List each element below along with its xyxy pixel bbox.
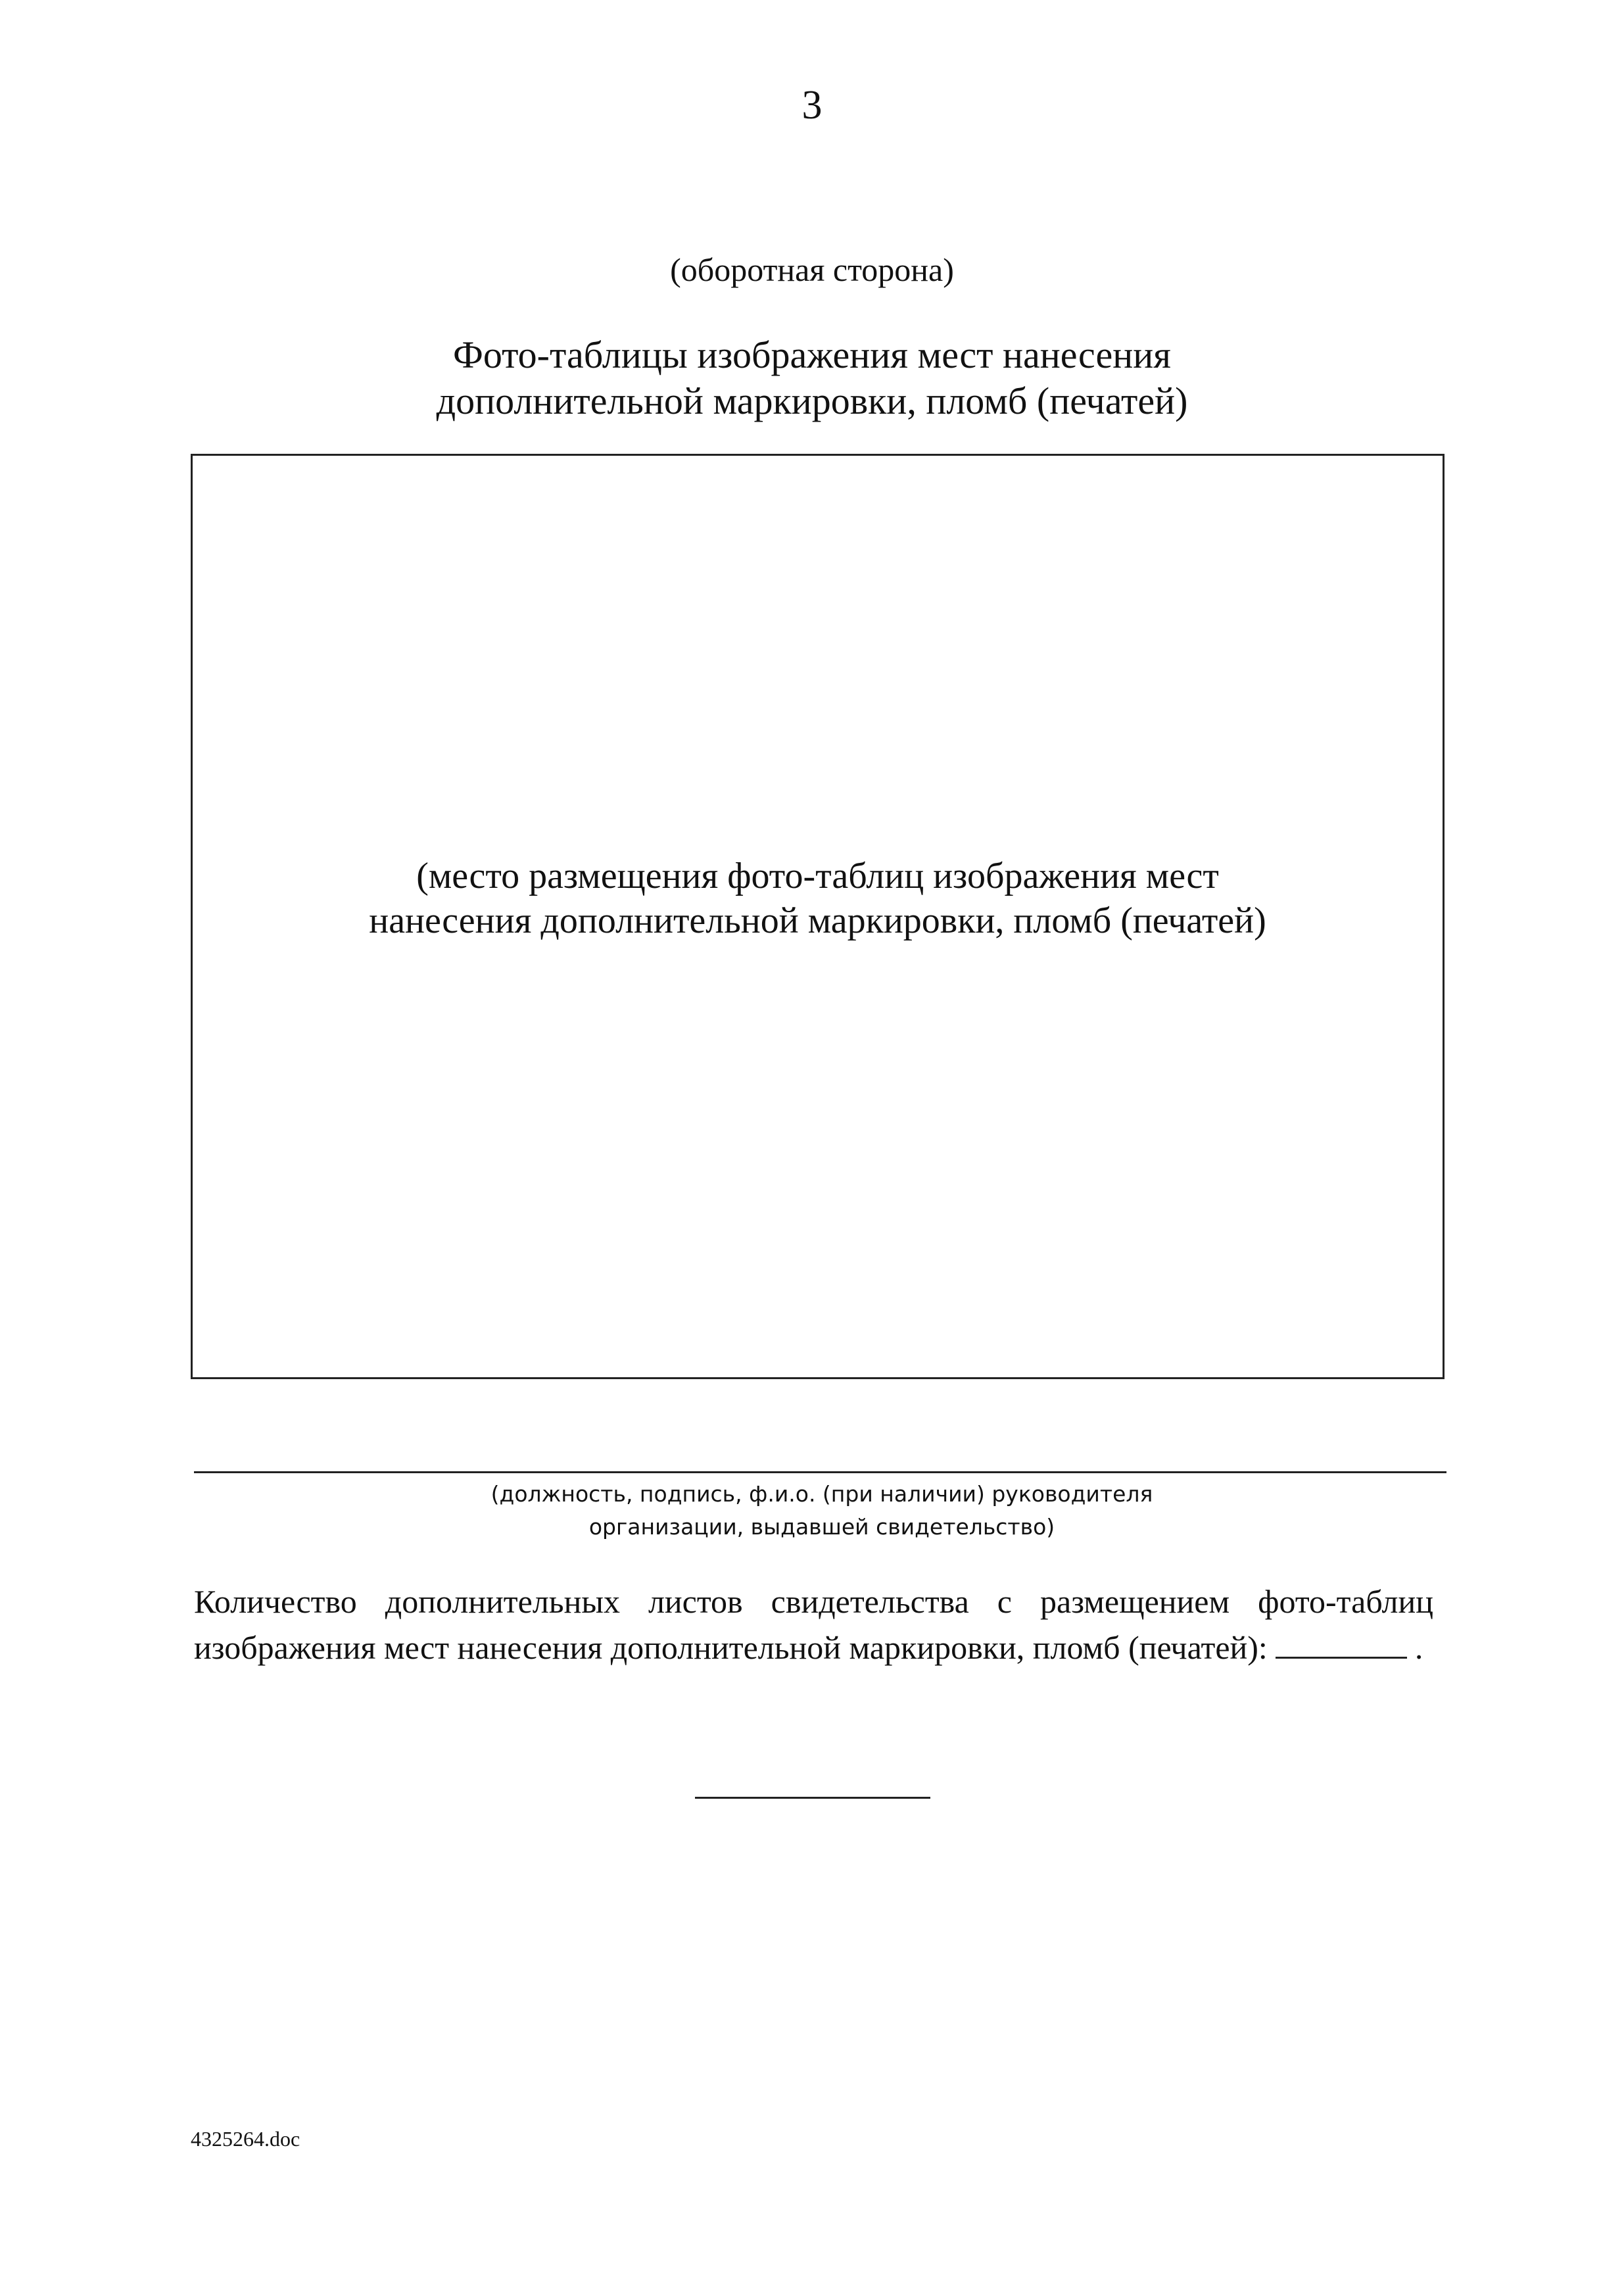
signature-caption-line-2: организации, выдавшей свидетельство) [588,1514,1055,1540]
heading-line-2: дополнительной маркировки, пломб (печатей) [436,379,1188,422]
sheet-count-line-2-text: изображения мест нанесения дополнительной маркировки, пломб (печатей): [194,1629,1268,1666]
footer-file-name: 4325264.doc [191,2127,300,2151]
signature-caption [263,1478,1381,1544]
photo-placeholder-text [193,854,1443,943]
additional-sheets-count-paragraph [194,1578,1433,1671]
photo-placeholder-line-1: (место размещения фото-таблиц изображения мест [416,856,1219,896]
heading-line-1: Фото-таблицы изображения мест нанесения [453,333,1171,376]
photo-placeholder-line-2: нанесения дополнительной маркировки, пломб (печатей) [369,900,1266,941]
sheet-count-blank-field [1276,1628,1407,1659]
page-number: 3 [801,83,823,128]
document-heading [197,332,1427,424]
sheet-count-line-1: Количество дополнительных листов свидетельства с размещением фото-таблиц [194,1583,1433,1620]
sheet-count-terminator: . [1414,1629,1423,1666]
end-of-document-rule [695,1797,930,1799]
sheet-count-line-2 [194,1624,1433,1671]
photo-table-placeholder-box [191,454,1445,1379]
signature-line [194,1471,1446,1473]
signature-caption-line-1: (должность, подпись, ф.и.о. (при наличии) руководителя [490,1481,1153,1507]
side-label: (оборотная сторона) [670,251,954,288]
